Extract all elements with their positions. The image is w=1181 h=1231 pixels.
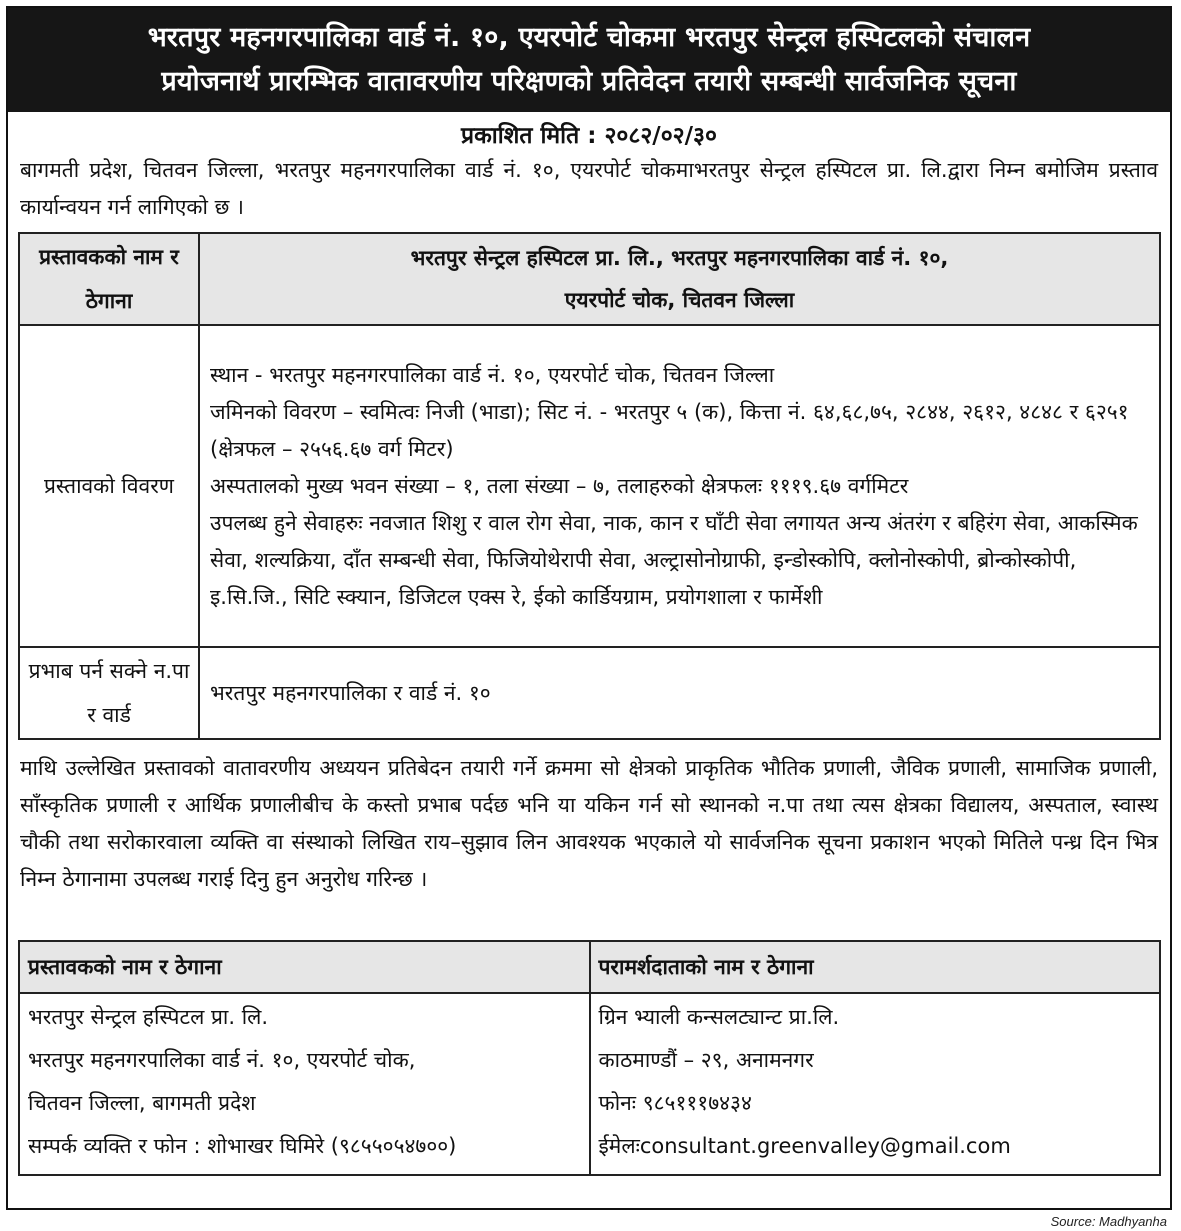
description-land: जमिनको विवरण – स्वमित्वः निजी (भाडा); सिट नं. - भरतपुर ५ (क), कित्ता नं. ६४,६८,७५, २८४४, २६१२, ४८४८ र ६२५१ (क्षेत्रफल – २५५६.६७ वर्ग मिटर)	[210, 399, 1129, 461]
description-location: स्थान - भरतपुर महनगरपालिका वार्ड नं. १०, एयरपोर्ट चोक, चितवन जिल्ला	[210, 362, 775, 387]
source-credit: Source: Madhyanha	[1050, 1214, 1167, 1229]
proponent-value-line-2: एयरपोर्ट चोक, चितवन जिल्ला	[564, 288, 795, 312]
description-services: उपलब्ध हुने सेवाहरुः नवजात शिशु र वाल रोग सेवा, नाक, कान र घाँटी सेवा लगायत अन्य अंतरंग र बहिरंग सेवा, आकस्मिक सेवा, शल्यक्रिया, दाँत सम्बन्धी सेवा, फिजियोथेरापी सेवा, अल्ट्रासोनोग्राफी, इन्डोस्कोपि, क्लोनोस्कोपी, ब्रोन्कोस्कोपी, इ.सि.जि., सिटि स्क्यान, डिजिटल एक्स रे, ईको कार्डियग्राम, प्रयोगशाला र फार्मेशी	[210, 510, 1138, 609]
proponent-row	[19, 233, 1160, 325]
proponent-contact-line-3: चितवन जिल्ला, बागमती प्रदेश	[28, 1091, 256, 1115]
proponent-contact	[19, 993, 590, 1175]
proponent-value-line-1: भरतपुर सेन्ट्रल हस्पिटल प्रा. लि., भरतपुर महनगरपालिका वार्ड नं. १०,	[410, 246, 949, 270]
proposal-table	[18, 232, 1161, 740]
description-value	[199, 325, 1160, 647]
notice-title-line-1: भरतपुर महनगरपालिका वार्ड नं. १०, एयरपोर्ट चोकमा भरतपुर सेन्ट्रल हस्पिटलको संचालन	[147, 22, 1031, 53]
consultant-contact	[590, 993, 1161, 1175]
affected-row	[19, 647, 1160, 739]
intro-paragraph: बागमती प्रदेश, चितवन जिल्ला, भरतपुर महनगरपालिका वार्ड नं. १०, एयरपोर्ट चोकमाभरतपुर सेन्ट्रल हस्पिटल प्रा. लि.द्वारा निम्न बमोजिम प्रस्ताव कार्यान्वयन गर्न लागिएको छ ।	[20, 158, 1158, 219]
description-row	[19, 325, 1160, 647]
affected-value: भरतपुर महनगरपालिका र वार्ड नं. १०	[199, 647, 1160, 739]
request-paragraph: माथि उल्लेखित प्रस्तावको वातावरणीय अध्ययन प्रतिबेदन तयारी गर्ने क्रममा सो क्षेत्रको प्राकृतिक भौतिक प्रणाली, जैविक प्रणाली, सामाजिक प्रणाली, साँस्कृतिक प्रणाली र आर्थिक प्रणालीबीच के कस्तो प्रभाब पर्दछ भनि या यकिन गर्न सो स्थानको न.पा तथा त्यस क्षेत्रका विद्यालय, अस्पताल, स्वास्थ चौकी तथा सरोकारवाला व्यक्ति वा संस्थाको लिखित राय–सुझाव लिन आवश्यक भएकाले यो सार्वजनिक सूचना प्रकाशन भएको मितिले पन्ध्र दिन भित्र निम्न ठेगानामा उपलब्ध गराई दिनु हुन अनुरोध गरिन्छ ।	[20, 756, 1158, 891]
consultant-contact-line-3: फोनः ९८५१११७४३४	[598, 1091, 752, 1115]
public-notice	[6, 6, 1172, 1210]
contact-body-row	[19, 993, 1160, 1175]
notice-title-bar	[8, 8, 1170, 112]
affected-label: प्रभाब पर्न सक्ने न.पा र वार्ड	[19, 647, 199, 739]
proponent-header: प्रस्तावकको नाम र ठेगाना	[19, 941, 590, 993]
proponent-label: प्रस्तावकको नाम र ठेगाना	[19, 233, 199, 325]
consultant-contact-line-1: ग्रिन भ्याली कन्सलट्यान्ट प्रा.लि.	[598, 1005, 840, 1029]
description-label: प्रस्तावको विवरण	[19, 325, 199, 647]
contact-header-row	[19, 941, 1160, 993]
publish-date: प्रकाशित मिति : २०८२/०२/३०	[461, 123, 717, 149]
proponent-value	[199, 233, 1160, 325]
consultant-header: परामर्शदाताको नाम र ठेगाना	[590, 941, 1161, 993]
proponent-contact-line-2: भरतपुर महनगरपालिका वार्ड नं. १०, एयरपोर्ट चोक,	[28, 1048, 416, 1072]
consultant-email: ईमेलःconsultant.greenvalley@gmail.com	[598, 1134, 1011, 1158]
contact-table	[18, 940, 1161, 1176]
notice-title-line-2: प्रयोजनार्थ प्रारम्भिक वातावरणीय परिक्षणको प्रतिवेदन तयारी सम्बन्धी सार्वजनिक सूचना	[161, 66, 1017, 97]
consultant-contact-line-2: काठमाण्डौं – २९, अनामनगर	[598, 1048, 814, 1072]
description-building: अस्पतालको मुख्य भवन संख्या – १, तला संख्या – ७, तलाहरुको क्षेत्रफलः १११९.६७ वर्गमिटर	[210, 473, 909, 498]
proponent-contact-line-4: सम्पर्क व्यक्ति र फोन : शोभाखर घिमिरे (९८५५०५४७००)	[28, 1134, 457, 1158]
proponent-contact-line-1: भरतपुर सेन्ट्रल हस्पिटल प्रा. लि.	[28, 1005, 269, 1029]
